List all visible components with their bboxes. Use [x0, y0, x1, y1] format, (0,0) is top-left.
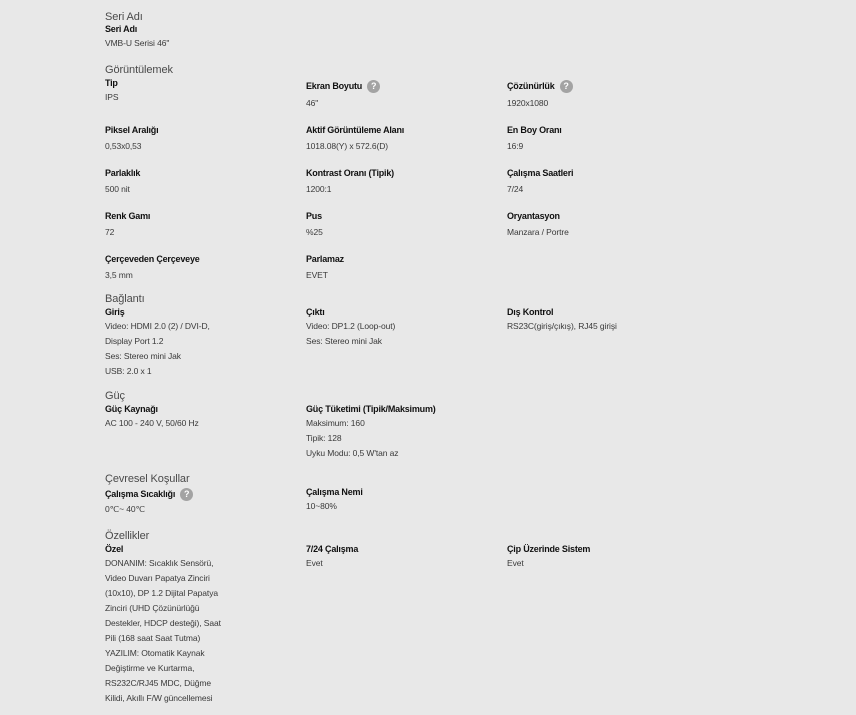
spec-value: 72: [105, 227, 115, 237]
section-title-environment: Çevresel Koşullar: [105, 473, 190, 485]
section-title-power: Güç: [105, 390, 125, 402]
spec-value: AC 100 - 240 V, 50/60 Hz: [105, 418, 199, 428]
spec-label: Güç Kaynağı: [105, 404, 158, 414]
spec-value: Maksimum: 160 Tipik: 128 Uyku Modu: 0,5 W'tan az: [306, 418, 399, 458]
spec-series-name: [105, 24, 295, 51]
spec-label: Giriş: [105, 307, 125, 317]
spec-anti-glare: [306, 254, 496, 283]
spec-value: 1920x1080: [507, 98, 549, 108]
spec-value: 46": [306, 98, 319, 108]
section-title-connectivity: Bağlantı: [105, 293, 145, 305]
spec-screen-size: [306, 80, 496, 111]
spec-label: En Boy Oranı: [507, 125, 562, 135]
spec-power-consumption: [306, 404, 496, 461]
spec-external-control: [507, 307, 697, 334]
spec-value: 16:9: [507, 141, 524, 151]
spec-bezel: [105, 254, 295, 283]
spec-value: 1018.08(Y) x 572.6(D): [306, 141, 388, 151]
spec-aspect-ratio: [507, 125, 697, 154]
spec-label: Kontrast Oranı (Tipik): [306, 168, 394, 178]
spec-label-row: [105, 488, 295, 501]
spec-value: IPS: [105, 92, 119, 102]
spec-value: 500 nit: [105, 184, 130, 194]
spec-label: Renk Gamı: [105, 211, 151, 221]
spec-operating-humidity: [306, 487, 496, 514]
spec-brightness: [105, 168, 295, 197]
help-icon[interactable]: ?: [180, 488, 193, 501]
spec-resolution: [507, 80, 697, 111]
spec-label-row: [306, 80, 496, 93]
spec-pixel-pitch: [105, 125, 295, 154]
spec-value: Video: DP1.2 (Loop-out) Ses: Stereo mini Jak: [306, 321, 396, 346]
spec-operating-temperature: [105, 488, 295, 517]
section-title-display: Görüntülemek: [105, 64, 173, 76]
help-icon[interactable]: ?: [560, 80, 573, 93]
spec-value: RS23C(giriş/çıkış), RJ45 girişi: [507, 321, 617, 331]
spec-value: 10~80%: [306, 501, 337, 511]
spec-label: Piksel Aralığı: [105, 125, 159, 135]
spec-input: [105, 307, 295, 379]
spec-label: Ekran Boyutu: [306, 81, 363, 91]
spec-label: Çalışma Nemi: [306, 487, 363, 497]
spec-24-7-operation: [306, 544, 496, 571]
spec-label: Çözünürlük: [507, 81, 555, 91]
spec-operating-hours: [507, 168, 697, 197]
spec-value: 3,5 mm: [105, 270, 133, 280]
spec-label: Pus: [306, 211, 322, 221]
spec-value: Evet: [306, 558, 323, 568]
spec-value: %25: [306, 227, 323, 237]
spec-color-gamut: [105, 211, 295, 240]
spec-value: 0,53x0,53: [105, 141, 142, 151]
spec-contrast: [306, 168, 496, 197]
spec-system-on-chip: [507, 544, 697, 571]
spec-label: Seri Adı: [105, 24, 138, 34]
section-title-series: Seri Adı: [105, 11, 143, 23]
spec-output: [306, 307, 496, 349]
spec-label: Güç Tüketimi (Tipik/Maksimum): [306, 404, 436, 414]
spec-active-area: [306, 125, 496, 154]
spec-haze: [306, 211, 496, 240]
spec-label: Tip: [105, 78, 118, 88]
spec-label: Özel: [105, 544, 124, 554]
spec-special: [105, 544, 295, 706]
spec-value: 7/24: [507, 184, 524, 194]
spec-value: Evet: [507, 558, 524, 568]
spec-type: [105, 78, 295, 105]
spec-label: 7/24 Çalışma: [306, 544, 359, 554]
spec-label: Dış Kontrol: [507, 307, 554, 317]
spec-label: Çerçeveden Çerçeveye: [105, 254, 200, 264]
spec-label: Parlamaz: [306, 254, 344, 264]
spec-label: Aktif Görüntüleme Alanı: [306, 125, 405, 135]
spec-label: Çalışma Sıcaklığı: [105, 489, 176, 499]
spec-value: Video: HDMI 2.0 (2) / DVI-D, Display Port 1.2 Ses: Stereo mini Jak USB: 2.0 x 1: [105, 321, 210, 376]
spec-label: Çalışma Saatleri: [507, 168, 574, 178]
spec-label: Çip Üzerinde Sistem: [507, 544, 591, 554]
spec-label: Oryantasyon: [507, 211, 560, 221]
spec-value: 0℃~ 40℃: [105, 504, 145, 514]
section-title-features: Özellikler: [105, 530, 150, 542]
spec-orientation: [507, 211, 697, 240]
spec-value: Manzara / Portre: [507, 227, 569, 237]
spec-value: EVET: [306, 270, 328, 280]
spec-value: 1200:1: [306, 184, 332, 194]
spec-power-supply: [105, 404, 295, 431]
spec-value: VMB-U Serisi 46": [105, 38, 170, 48]
spec-label: Parlaklık: [105, 168, 141, 178]
spec-label-row: [507, 80, 697, 93]
spec-value: DONANIM: Sıcaklık Sensörü, Video Duvarı Papatya Zinciri (10x10), DP 1.2 Dijital Papatya Zinciri (UHD Çözünürlüğü Destekler, HDCP desteği), Saat Pili (168 saat Saat Tutma) YAZILIM: Otomatik Kaynak Değiştirme ve Kurtarma, RS232C/RJ45 MDC, Düğme Kilidi, Akıllı F/W güncellemesi: [105, 558, 221, 703]
help-icon[interactable]: ?: [367, 80, 380, 93]
spec-label: Çıktı: [306, 307, 325, 317]
